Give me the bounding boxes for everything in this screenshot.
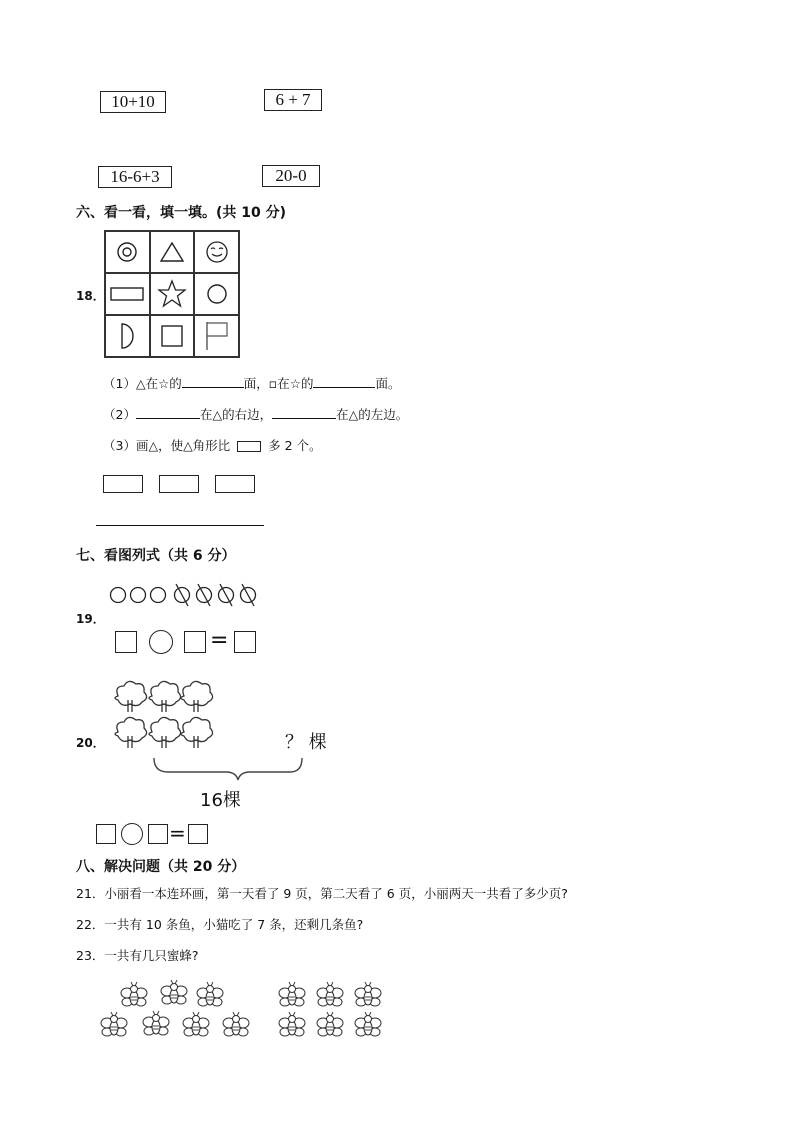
grid-cell [194, 315, 239, 357]
line1-text-c: 面。 [375, 376, 401, 391]
question-18-line-3 [103, 436, 322, 454]
question-18-line-1 [103, 374, 400, 392]
section-7-heading: 七、看图列式（共 6 分） [76, 548, 236, 564]
bee-icon [161, 980, 187, 1004]
line1-text-a: （1）△在☆的 [103, 376, 182, 391]
tree-icon [149, 717, 181, 748]
expression-box-1: 10+10 [100, 91, 166, 113]
small-rectangle-icon [237, 441, 261, 452]
equals-sign: = [210, 628, 229, 653]
half-circle-icon [117, 322, 137, 350]
bee-icon [355, 982, 381, 1006]
operator-circle[interactable] [121, 823, 143, 845]
line3-text-b: 多 2 个。 [268, 438, 322, 453]
drawing-answer-line[interactable] [96, 525, 264, 526]
bee-icon [101, 1012, 127, 1036]
answer-blank[interactable] [136, 418, 200, 419]
triangle-icon [159, 241, 185, 263]
tree-icon [181, 681, 213, 712]
bee-icon [223, 1012, 249, 1036]
answer-blank[interactable] [313, 387, 375, 388]
line2-text-a: （2） [103, 407, 136, 422]
line2-text-c: 在△的左边。 [336, 407, 409, 422]
question-21: 21．小丽看一本连环画，第一天看了 9 页，第二天看了 6 页，小丽两天一共看了多少页? [76, 886, 568, 901]
answer-box[interactable] [188, 824, 208, 844]
flag-icon [203, 320, 231, 352]
bee-icon [317, 1012, 343, 1036]
answer-blank[interactable] [182, 387, 244, 388]
number-box[interactable] [184, 631, 206, 653]
section-6-heading: 六、看一看，填一填。(共 10 分) [76, 205, 287, 221]
brace [154, 758, 302, 780]
grid-cell [105, 315, 150, 357]
rectangle-shape [159, 475, 199, 493]
grid-cell [105, 273, 150, 315]
question-22: 22．一共有 10 条鱼，小猫吃了 7 条，还剩几条鱼? [76, 917, 364, 932]
question-19-number: 19． [76, 612, 105, 626]
circle-icon [206, 283, 228, 305]
expression-box-2: 6 + 7 [264, 89, 322, 111]
section-8-heading: 八、解决问题（共 20 分） [76, 859, 246, 875]
grid-cell [150, 231, 195, 273]
grid-cell [194, 231, 239, 273]
line3-text-a: （3）画△，使△角形比 [103, 438, 231, 453]
question-18-number: 18． [76, 289, 105, 303]
bee-icon [279, 982, 305, 1006]
expression-box-3: 16-6+3 [98, 166, 172, 188]
grid-cell [105, 231, 150, 273]
bee-icon [197, 982, 223, 1006]
line2-text-b: 在△的右边， [199, 407, 273, 422]
answer-blank[interactable] [272, 418, 336, 419]
tree-icon [115, 717, 147, 748]
question-18-line-2 [103, 405, 408, 423]
number-box[interactable] [96, 824, 116, 844]
grid-cell [194, 273, 239, 315]
square-icon [160, 324, 184, 348]
number-box[interactable] [115, 631, 137, 653]
question-23: 23．一共有几只蜜蜂? [76, 948, 199, 963]
target-circle-icon [116, 241, 138, 263]
equals-sign: = [169, 821, 186, 845]
shape-grid [104, 230, 240, 358]
star-icon [157, 279, 187, 309]
bee-icon [143, 1011, 169, 1035]
total-tree-label: 16棵 [200, 790, 241, 811]
bee-icon [317, 982, 343, 1006]
rectangle-icon [110, 286, 144, 302]
rectangle-shape [103, 475, 143, 493]
circles-group [108, 582, 258, 608]
smiley-face-icon [205, 240, 229, 264]
operator-circle[interactable] [149, 630, 173, 654]
tree-icon [149, 681, 181, 712]
bees-picture [96, 976, 396, 1046]
line1-text-b: 面，▫在☆的 [243, 376, 314, 391]
expression-box-4: 20-0 [262, 165, 320, 187]
number-box[interactable] [148, 824, 168, 844]
bee-icon [279, 1012, 305, 1036]
question-20-number: 20． [76, 736, 105, 750]
bee-icon [121, 982, 147, 1006]
grid-cell [150, 315, 195, 357]
bee-icon [183, 1012, 209, 1036]
answer-box[interactable] [234, 631, 256, 653]
grid-cell [150, 273, 195, 315]
tree-icon [115, 681, 147, 712]
tree-icon [181, 717, 213, 748]
bee-icon [355, 1012, 381, 1036]
rectangle-shape [215, 475, 255, 493]
question-tree-label: ？ 棵 [285, 732, 327, 753]
